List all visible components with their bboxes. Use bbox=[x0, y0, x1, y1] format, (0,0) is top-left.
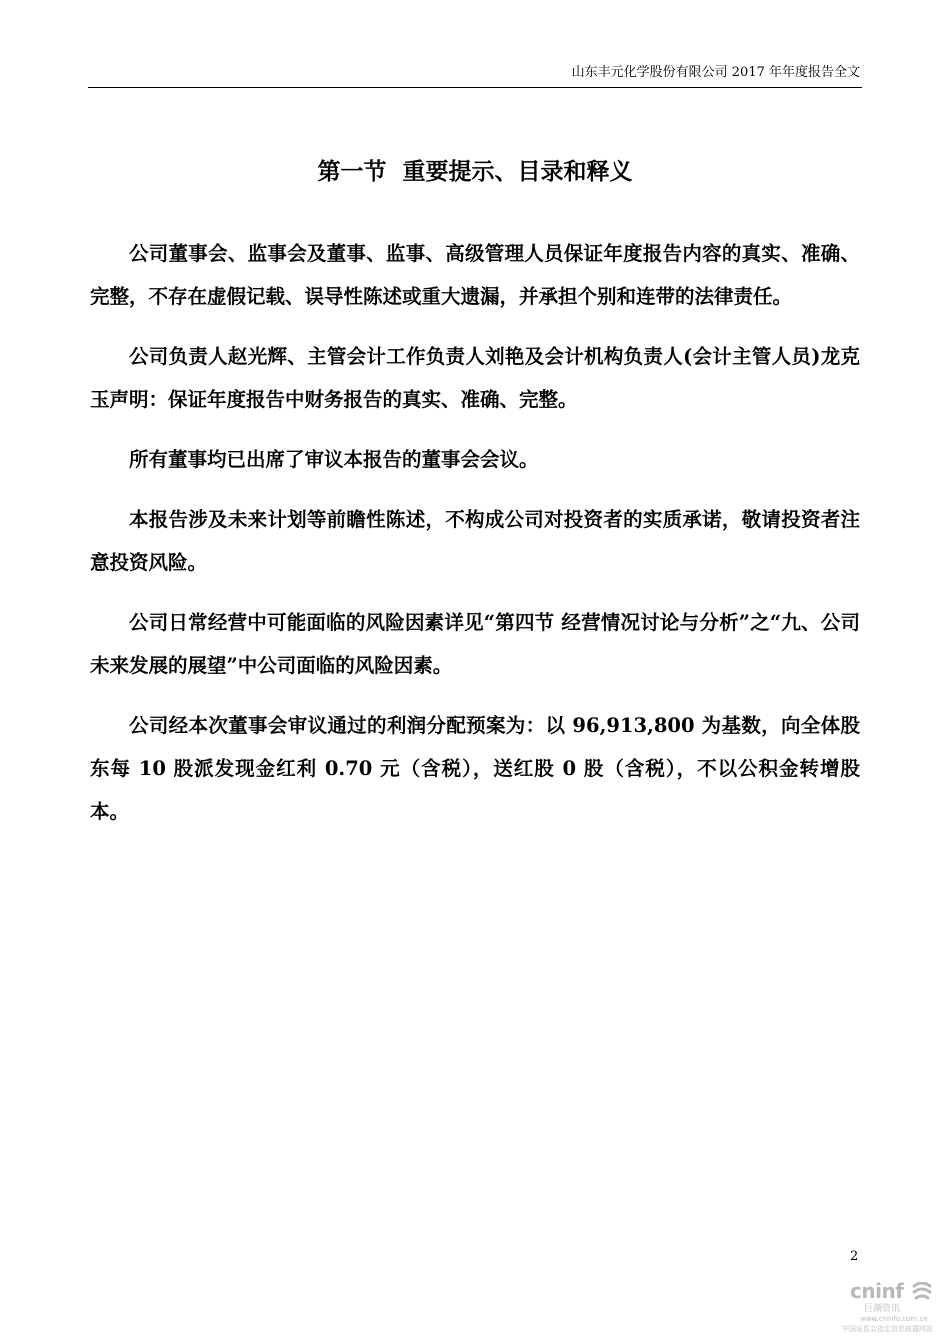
section-title: 第一节 重要提示、目录和释义 bbox=[317, 158, 633, 185]
paragraph-board-attendance: 所有董事均已出席了审议本报告的董事会会议。 bbox=[129, 448, 539, 471]
watermark-logo-text: cninf bbox=[850, 1279, 904, 1303]
page-number: 2 bbox=[850, 1249, 859, 1264]
paragraph-officers-declaration: 公司负责人赵光辉、主管会计工作负责人刘艳及会计机构负责人(会计主管人员)龙克玉声明：保证年度报告中财务报告的真实、准确、完整。 bbox=[90, 345, 861, 411]
paragraph-responsibility-statement: 公司董事会、监事会及董事、监事、高级管理人员保证年度报告内容的真实、准确、完整，不存在虚假记载、误导性陈述或重大遗漏，并承担个别和连带的法律责任。 bbox=[90, 242, 860, 308]
cninfo-watermark bbox=[836, 1280, 946, 1340]
body-text bbox=[90, 232, 860, 850]
header-rule bbox=[88, 87, 862, 88]
paragraph-forward-looking: 本报告涉及未来计划等前瞻性陈述，不构成公司对投资者的实质承诺，敬请投资者注意投资风险。 bbox=[90, 508, 860, 574]
watermark-brand: 巨潮资讯 bbox=[864, 1304, 901, 1314]
watermark-url: www.cninfo.com.cn bbox=[860, 1315, 928, 1323]
watermark-tagline: 中国证监会指定信息披露网站 bbox=[842, 1325, 933, 1333]
running-header: 山东丰元化学股份有限公司 2017 年年度报告全文 bbox=[571, 65, 860, 80]
paragraph-profit-distribution: 公司经本次董事会审议通过的利润分配预案为：以 96,913,800 为基数，向全体股东每 10 股派发现金红利 0.70 元（含税），送红股 0 股（含税），不以公积金转增股本。 bbox=[90, 714, 860, 823]
paragraph-risk-factors: 公司日常经营中可能面临的风险因素详见“第四节 经营情况讨论与分析”之“九、公司未来发展的展望”中公司面临的风险因素。 bbox=[90, 611, 860, 677]
cninfo-swirl-icon bbox=[912, 1282, 932, 1300]
